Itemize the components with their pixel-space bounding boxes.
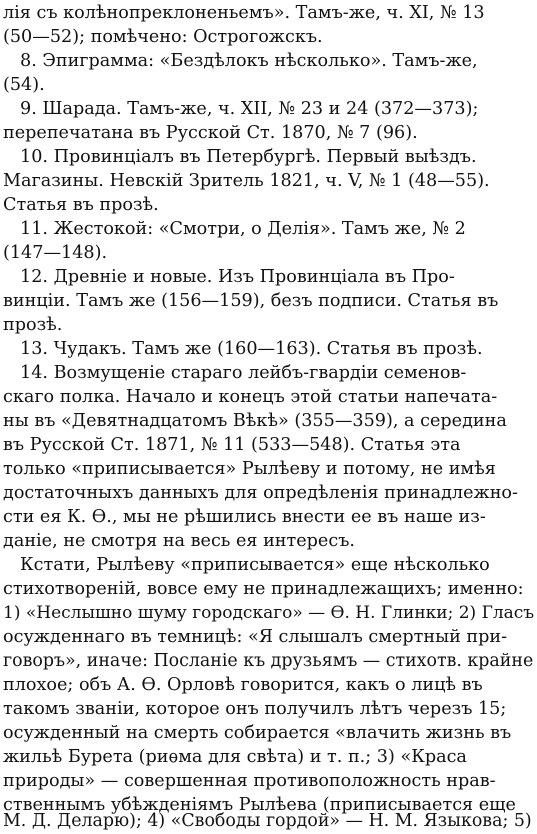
text-line: (54). — [3, 75, 45, 95]
text-line: 11. Жестокой: «Смотри, о Делія». Тамъ же, № 2 — [20, 219, 466, 239]
text-line: (147—148). — [3, 243, 108, 263]
text-line: въ Русской Ст. 1871, № 11 (533—548). Статья эта — [3, 435, 461, 455]
text-line: плохое; объ А. Ѳ. Орловѣ говорится, какъ о лицѣ въ — [3, 675, 483, 695]
text-line: ственнымъ убѣжденіямъ Рылѣева (приписывается еще — [3, 795, 516, 815]
text-line: перепечатана въ Русской Ст. 1870, № 7 (96). — [3, 123, 418, 143]
text-line: 14. Возмущеніе стараго лейбъ-гвардіи семенов- — [20, 363, 467, 383]
text-line: достаточныхъ данныхъ для опредѣленія принадлежно- — [3, 483, 518, 503]
text-line: Магазины. Невскій Зритель 1821, ч. V, № 1 (48—55). — [3, 171, 490, 191]
text-line: говоръ», иначе: Посланіе къ друзьямъ — стихотв. крайне — [3, 651, 534, 671]
text-line: 12. Древніе и новые. Изъ Провинціала въ Про- — [20, 267, 455, 287]
text-line: сти ея К. Ѳ., мы не рѣшились внести ее въ наше из- — [3, 507, 486, 527]
text-line: жильѣ Бурета (риѳма для свѣта) и т. п.; 3) «Краса — [3, 747, 467, 767]
text-line: 13. Чудакъ. Тамъ же (160—163). Статья въ прозѣ. — [20, 339, 483, 359]
text-line: Кстати, Рылѣеву «приписывается» еще нѣсколько — [20, 555, 490, 575]
text-line: ны въ «Девятнадцатомъ Вѣкѣ» (355—359), а середина — [3, 411, 507, 431]
text-line: М. Д. Деларю); 4) «Свободы гордой» — Н. М. Языкова; 5) — [3, 811, 532, 831]
text-line: природы» — совершенная противоположность нрав- — [3, 771, 496, 791]
text-line: даніе, не смотря на весь ея интересъ. — [3, 531, 355, 551]
text-line: только «приписывается» Рылѣеву и потому, не имѣя — [3, 459, 496, 479]
text-line: такомъ званіи, которое онъ получилъ лѣтъ черезъ 15; — [3, 699, 507, 719]
text-line: лія съ колѣнопреклоненьемъ». Тамъ-же, ч. XI, № 13 — [3, 3, 485, 23]
text-line: 8. Эпиграмма: «Бездѣлокъ нѣсколько». Тамъ-же, — [20, 51, 478, 71]
text-line: Статья въ прозѣ. — [3, 195, 159, 215]
text-line: стихотвореній, вовсе ему не принадлежащихъ; именно: — [3, 579, 524, 599]
text-line: винціи. Тамъ же (156—159), безъ подписи. Статья въ — [3, 291, 499, 311]
text-line: осужденнаго въ темницѣ: «Я слышалъ смертный при- — [3, 627, 508, 647]
text-line: 10. Провинціалъ въ Петербургѣ. Первый выѣздъ. — [20, 147, 477, 167]
text-line: 9. Шарада. Тамъ-же, ч. XII, № 23 и 24 (372—373); — [20, 99, 479, 119]
text-line: (50—52); помѣчено: Острогожскъ. — [3, 27, 323, 47]
text-line: прозѣ. — [3, 315, 63, 335]
text-line: 1) «Неслышно шуму городскаго» — Ѳ. Н. Глинки; 2) Гласъ — [3, 603, 534, 623]
text-line: скаго полка. Начало и конецъ этой статьи напечата- — [3, 387, 498, 407]
text-line: осужденный на смерть собирается «влачить жизнь въ — [3, 723, 512, 743]
